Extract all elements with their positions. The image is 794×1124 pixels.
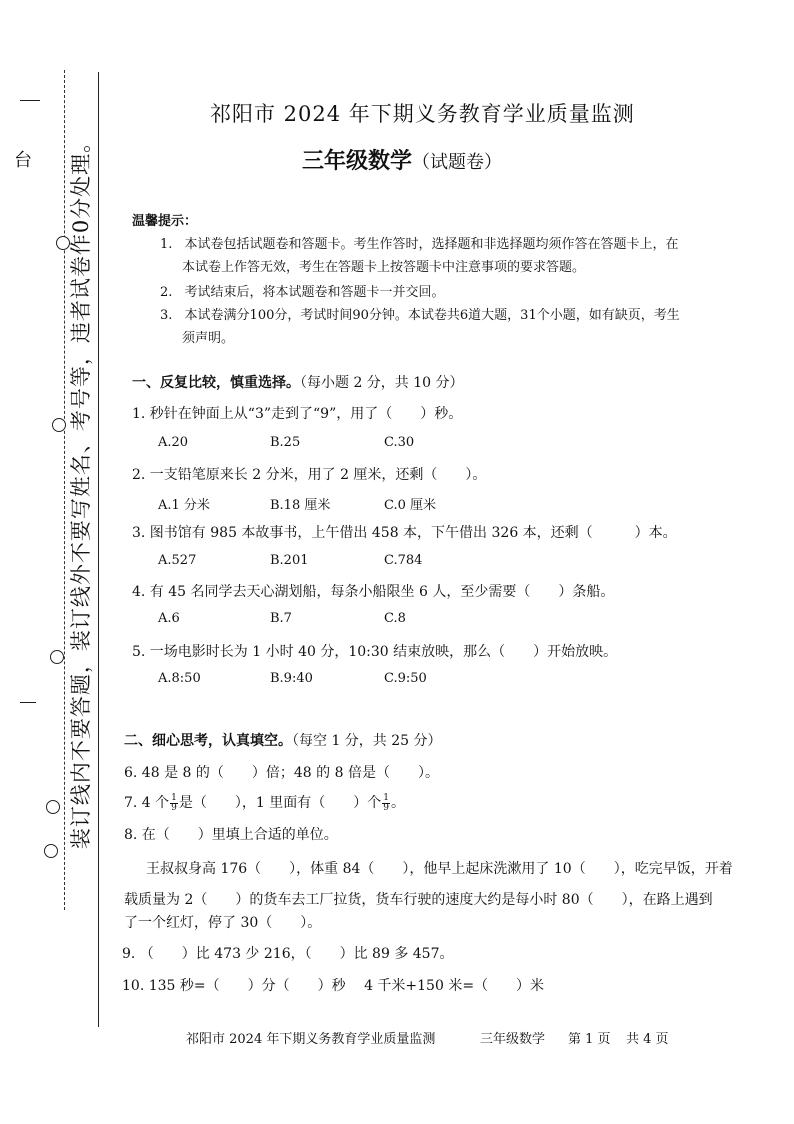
tip-line: 本试卷满分100分，考试时间90分钟。本试卷共6道大题，31个小题，如有缺页，考生 bbox=[184, 308, 680, 323]
q8-body-line: 王叔叔身高 176（ ），体重 84（ ），他早上起床洗漱用了 10（ ），吃完早饭，开着 bbox=[146, 861, 733, 877]
footer-page-total: 共 4 页 bbox=[626, 1032, 669, 1047]
tip-line: 考试结束后，将本试题卷和答题卡一并交回。 bbox=[184, 285, 445, 300]
tip-item bbox=[160, 234, 679, 255]
section-heading: 一、反复比较，慎重选择。 bbox=[132, 375, 300, 391]
margin-edge-glyph: 台 bbox=[14, 150, 32, 171]
option-c: C.0 厘米 bbox=[384, 498, 437, 513]
margin-tick-mid bbox=[20, 702, 36, 703]
tip-number: 1. bbox=[160, 237, 173, 252]
paper-subtitle bbox=[302, 144, 502, 175]
margin-tick-top bbox=[20, 100, 40, 101]
question-2: 2. 一支铅笔原来长 2 分米，用了 2 厘米，还剩（ ）。 bbox=[132, 467, 487, 483]
tip-item bbox=[160, 305, 680, 326]
q8-body-line: 了一个红灯，停了 30（ ）。 bbox=[124, 915, 322, 931]
question-5: 5. 一场电影时长为 1 小时 40 分，10:30 结束放映，那么（ ）开始放映。 bbox=[132, 644, 618, 660]
footer-subject: 三年级数学 bbox=[480, 1032, 546, 1047]
binding-hole bbox=[44, 844, 58, 858]
option-c: C.784 bbox=[384, 553, 423, 568]
fraction-one-ninth bbox=[382, 794, 390, 813]
option-c: C.9:50 bbox=[384, 671, 427, 686]
binding-warning: 装订线内不要答题，装订线外不要写姓名、考号等，违者试卷作0分处理。 bbox=[69, 130, 93, 850]
q7-text: 。 bbox=[391, 795, 405, 811]
option-a: A.6 bbox=[158, 611, 180, 626]
question-10: 10. 135 秒=（ ）分（ ）秒 4 千米+150 米=（ ）米 bbox=[122, 978, 545, 994]
fraction-denominator: 9 bbox=[383, 802, 389, 813]
q7-text: 是（ ），1 里面有（ ）个 bbox=[178, 795, 382, 811]
fraction-one-ninth bbox=[170, 794, 178, 813]
option-c: C.30 bbox=[384, 435, 415, 450]
question-9: 9. （ ）比 473 少 216，（ ）比 89 多 457。 bbox=[122, 946, 454, 962]
footer-exam-name: 祁阳市 2024 年下期义务教育学业质量监测 bbox=[186, 1032, 436, 1047]
option-b: B.9:40 bbox=[270, 671, 313, 686]
tip-line: 本试卷上作答无效，考生在答题卡上按答题卡中注意事项的要求答题。 bbox=[182, 260, 586, 275]
tip-item bbox=[160, 282, 445, 303]
tips-heading: 温馨提示： bbox=[132, 214, 198, 229]
option-a: A.8:50 bbox=[158, 671, 201, 686]
q7-text: 7. 4 个 bbox=[124, 795, 170, 811]
binding-hole bbox=[50, 650, 64, 664]
question-1: 1. 秒针在钟面上从“3”走到了“9”，用了（ ）秒。 bbox=[132, 406, 463, 422]
section-score-note: （每空 1 分，共 25 分） bbox=[292, 733, 442, 749]
section-score-note: （每小题 2 分，共 10 分） bbox=[300, 375, 464, 391]
fraction-numerator: 1 bbox=[171, 792, 177, 803]
fraction-numerator: 1 bbox=[383, 792, 389, 803]
tip-number: 3. bbox=[160, 308, 173, 323]
fraction-denominator: 9 bbox=[171, 802, 177, 813]
section-heading: 二、细心思考，认真填空。 bbox=[124, 733, 292, 749]
section-two-title bbox=[124, 730, 442, 750]
option-a: A.20 bbox=[158, 435, 189, 450]
option-b: B.201 bbox=[270, 553, 309, 568]
question-7 bbox=[124, 792, 405, 813]
option-b: B.7 bbox=[270, 611, 292, 626]
binding-hole bbox=[52, 418, 66, 432]
footer-page-number: 第 1 页 bbox=[568, 1032, 611, 1047]
option-a: A.1 分米 bbox=[158, 498, 210, 513]
question-8: 8. 在（ ）里填上合适的单位。 bbox=[124, 827, 338, 843]
exam-title: 祁阳市 2024 年下期义务教育学业质量监测 bbox=[210, 102, 635, 126]
question-4: 4. 有 45 名同学去天心湖划船，每条小船限坐 6 人，至少需要（ ）条船。 bbox=[132, 584, 615, 600]
tip-line: 须声明。 bbox=[182, 331, 235, 346]
binding-line bbox=[98, 72, 99, 1027]
option-c: C.8 bbox=[384, 611, 406, 626]
option-b: B.25 bbox=[270, 435, 301, 450]
section-one-title bbox=[132, 372, 464, 392]
option-a: A.527 bbox=[158, 553, 197, 568]
tip-number: 2. bbox=[160, 285, 173, 300]
option-b: B.18 厘米 bbox=[270, 498, 331, 513]
subtitle-paren: （试题卷） bbox=[412, 152, 503, 173]
question-6: 6. 48 是 8 的（ ）倍；48 的 8 倍是（ ）。 bbox=[124, 765, 439, 781]
q8-body-line: 载质量为 2（ ）的货车去工厂拉货，货车行驶的速度大约是每小时 80（ ），在路上遇到 bbox=[124, 892, 713, 908]
binding-hole bbox=[46, 800, 60, 814]
tip-line: 本试卷包括试题卷和答题卡。考生作答时，选择题和非选择题均须作答在答题卡上，在 bbox=[184, 237, 679, 252]
subtitle-main: 三年级数学 bbox=[302, 149, 413, 174]
question-3: 3. 图书馆有 985 本故事书，上午借出 458 本，下午借出 326 本，还剩（ ）本。 bbox=[132, 525, 677, 541]
